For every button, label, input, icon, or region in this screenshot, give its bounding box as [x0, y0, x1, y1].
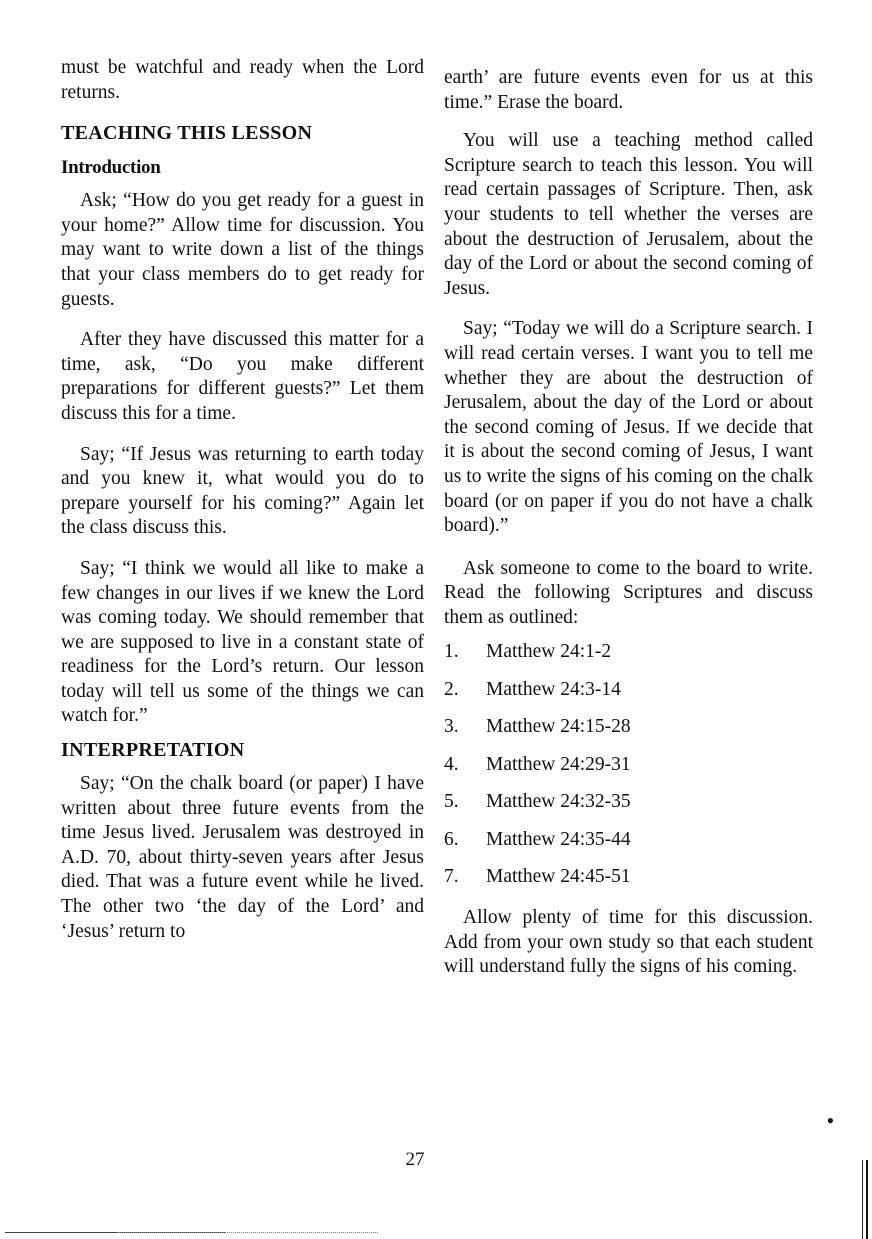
- scripture-reference: Matthew 24:3-14: [486, 678, 621, 700]
- scripture-item: [444, 828, 813, 866]
- scripture-reference: Matthew 24:15-28: [486, 716, 631, 738]
- heading-teaching-this-lesson: TEACHING THIS LESSON: [61, 122, 313, 145]
- paragraph-continued: must be watchful and ready when the Lord returns.: [61, 57, 424, 103]
- paragraph-teaching-method: You will use a teaching method called Scripture search to teach this lesson. You will read certain passages of Scripture. Then, ask your students to tell whether the verses are about the destruction of Jerusalem, about the day of the Lord or about the second coming of Jesus.: [444, 130, 813, 299]
- scripture-item: [444, 640, 813, 678]
- heading-interpretation: INTERPRETATION: [61, 739, 245, 762]
- scripture-reference: Matthew 24:45-51: [486, 866, 631, 888]
- scan-edge-dotted-line: [118, 1232, 378, 1234]
- subheading-introduction: Introduction: [61, 157, 161, 179]
- scripture-reference: Matthew 24:35-44: [486, 828, 631, 850]
- paragraph-say-scripture-search: Say; “Today we will do a Scripture search. I will read certain verses. I want you to tell me whether they are about the destruction of Jerusalem, about the day of the Lord or about the second coming of Jesus. If we decide that it is about the second coming of Jesus, I want us to write the signs of his coming on the chalk board (or on paper if you do not have a chalk board).”: [444, 318, 813, 537]
- scripture-reference: Matthew 24:29-31: [486, 753, 631, 775]
- scripture-item: [444, 678, 813, 716]
- scripture-number: 1.: [444, 641, 459, 663]
- scripture-list: [444, 640, 813, 903]
- scripture-number: 7.: [444, 866, 459, 888]
- scripture-item: [444, 715, 813, 753]
- right-column: [444, 66, 813, 980]
- paragraph-after-discussed: After they have discussed this matter for a time, ask, “Do you make different preparations for different guests?” Let them discuss this for a time.: [61, 329, 424, 424]
- scripture-number: 5.: [444, 791, 459, 813]
- scan-page-edge: [862, 1160, 868, 1239]
- scripture-reference: Matthew 24:32-35: [486, 791, 631, 813]
- paragraph-earth-continued: earth’ are future events even for us at this time.” Erase the board.: [444, 67, 813, 113]
- paragraph-say-chalk-board: Say; “On the chalk board (or paper) I have written about three future events from the time Jesus lived. Jerusalem was destroyed in A.D. 70, about thirty-seven years after Jesus died. That was a future event while he lived. The other two ‘the day of the Lord’ and ‘Jesus’ return to: [61, 773, 424, 942]
- paragraph-ask-guest: Ask; “How do you get ready for a guest in your home?” Allow time for discussion. You may want to write down a list of the things that your class members do to get ready for guests.: [61, 190, 424, 310]
- scripture-number: 2.: [444, 678, 459, 700]
- scripture-item: [444, 865, 813, 903]
- paragraph-say-changes: Say; “I think we would all like to make a few changes in our lives if we knew the Lord was coming today. We should remember that we are supposed to live in a constant state of readiness for the Lord’s return. Our lesson today will tell us some of the things we can watch for.”: [61, 557, 424, 727]
- left-column: [61, 56, 424, 944]
- paragraph-say-jesus-returning: Say; “If Jesus was returning to earth today and you knew it, what would you do to prepare yourself for his coming?” Again let the class discuss this.: [61, 443, 424, 539]
- scripture-number: 6.: [444, 828, 459, 850]
- scripture-item: [444, 790, 813, 828]
- paragraph-allow-time: Allow plenty of time for this discussion. Add from your own study so that each student will understand fully the signs of his coming.: [444, 906, 813, 978]
- scripture-reference: Matthew 24:1-2: [486, 641, 612, 663]
- page-number: 27: [405, 1149, 425, 1170]
- scripture-number: 4.: [444, 753, 459, 775]
- paragraph-ask-someone: Ask someone to come to the board to write. Read the following Scriptures and discuss them as outlined:: [444, 557, 813, 628]
- scripture-number: 3.: [444, 716, 459, 738]
- scan-speck-mark: ●: [826, 1113, 834, 1127]
- scripture-item: [444, 753, 813, 791]
